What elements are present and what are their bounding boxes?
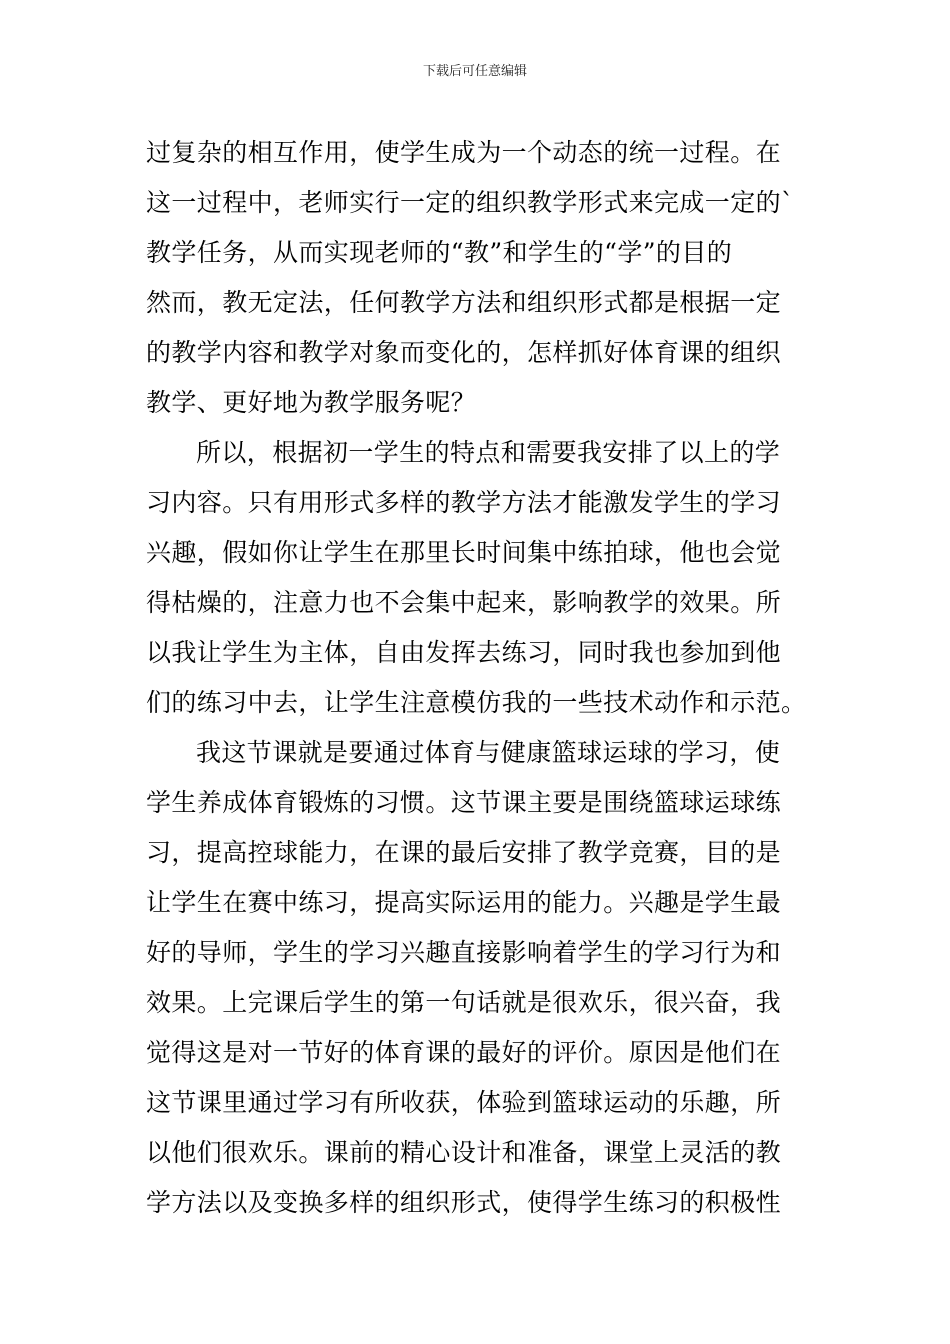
text-line: 觉得这是对一节好的体育课的最好的评价。原因是他们在 <box>146 1038 782 1067</box>
text-line: 的教学内容和教学对象而变化的，怎样抓好体育课的组织 <box>146 338 782 367</box>
text-line: 我这节课就是要通过体育与健康篮球运球的学习，使 <box>196 738 781 767</box>
text-line: 得枯燥的，注意力也不会集中起来，影响教学的效果。所 <box>146 588 782 617</box>
text-line: 过复杂的相互作用，使学生成为一个动态的统一过程。在 <box>146 138 782 167</box>
text-line: 好的导师，学生的学习兴趣直接影响着学生的学习行为和 <box>146 938 782 967</box>
text-line: 效果。上完课后学生的第一句话就是很欢乐，很兴奋，我 <box>146 988 782 1017</box>
text-line: 习，提高控球能力，在课的最后安排了教学竞赛，目的是 <box>146 838 782 867</box>
text-line: 教学、更好地为教学服务呢？ <box>146 388 477 417</box>
text-line: 学方法以及变换多样的组织形式，使得学生练习的积极性 <box>146 1188 782 1217</box>
text-line: 教学任务，从而实现老师的“教”和学生的“学”的目的 <box>146 238 733 267</box>
text-line: 们的练习中去，让学生注意模仿我的一些技术动作和示范。 <box>146 688 807 717</box>
document-body <box>146 128 810 1228</box>
text-line: 以我让学生为主体，自由发挥去练习，同时我也参加到他 <box>146 638 782 667</box>
paragraph-2 <box>146 428 810 728</box>
text-line: 让学生在赛中练习，提高实际运用的能力。兴趣是学生最 <box>146 888 782 917</box>
text-line: 然而，教无定法，任何教学方法和组织形式都是根据一定 <box>146 288 782 317</box>
text-line: 所以，根据初一学生的特点和需要我安排了以上的学 <box>196 438 781 467</box>
page-header: 下载后可任意编辑 <box>422 64 527 79</box>
text-line: 这一过程中，老师实行一定的组织教学形式来完成一定的` <box>146 188 794 217</box>
paragraph-3 <box>146 728 810 1228</box>
text-line: 学生养成体育锻炼的习惯。这节课主要是围绕篮球运球练 <box>146 788 782 817</box>
text-line: 以他们很欢乐。课前的精心设计和准备，课堂上灵活的教 <box>146 1138 782 1167</box>
paragraph-1 <box>146 128 810 428</box>
text-line: 兴趣，假如你让学生在那里长时间集中练拍球，他也会觉 <box>146 538 782 567</box>
text-line: 这节课里通过学习有所收获，体验到篮球运动的乐趣，所 <box>146 1088 782 1117</box>
text-line: 习内容。只有用形式多样的教学方法才能激发学生的学习 <box>146 488 782 517</box>
